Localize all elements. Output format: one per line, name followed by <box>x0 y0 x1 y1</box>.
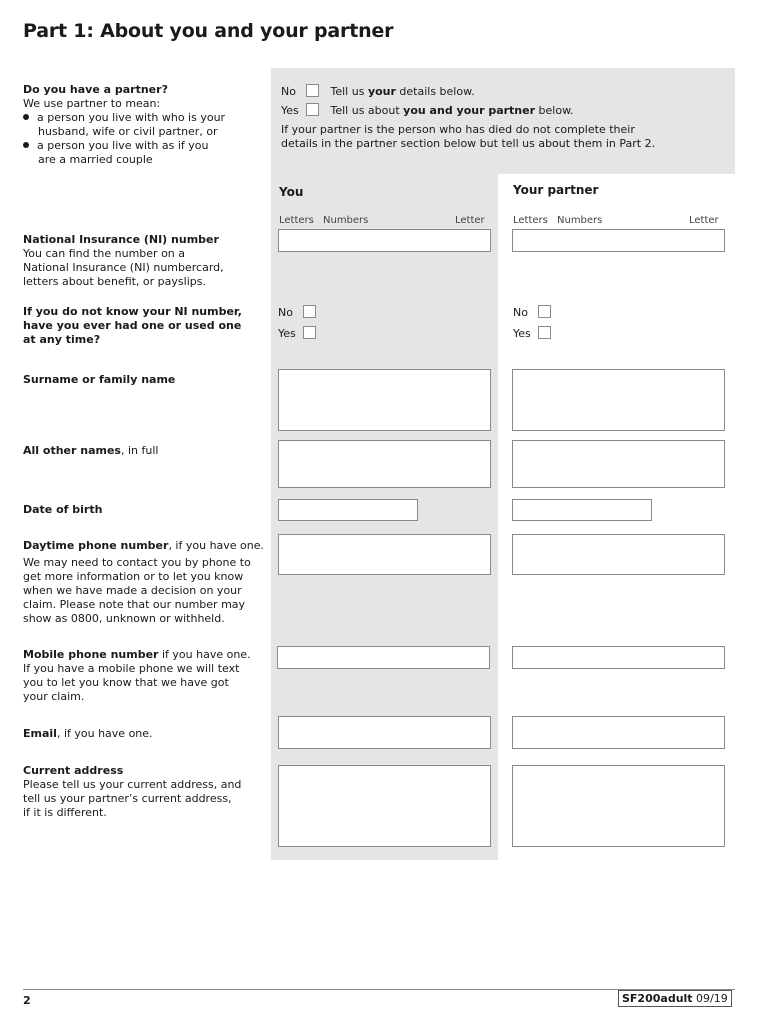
partner-ni-letters-label: Letters <box>513 215 548 226</box>
partner-dob-field[interactable] <box>512 499 652 521</box>
partner-surname-field[interactable] <box>512 369 725 431</box>
page-title: Part 1: About you and your partner <box>23 20 394 42</box>
you-ni-number-field[interactable] <box>278 229 491 252</box>
partner-definition-bullet-1: a person you live with who is your husband, wife or civil partner, or <box>23 111 268 139</box>
partner-question-label <box>23 83 268 167</box>
dob-label: Date of birth <box>23 503 103 516</box>
current-address-label: Current address Please tell us your current address, and tell us your partner’s current address, if it is different. <box>23 764 242 819</box>
partner-yes-text: Tell us about you and your partner below. <box>330 104 574 117</box>
you-address-field[interactable] <box>278 765 491 847</box>
partner-no-checkbox[interactable] <box>306 84 319 97</box>
partner-definition-intro: We use partner to mean: <box>23 97 161 110</box>
form-code: SF200adult 09/19 <box>618 990 732 1007</box>
bullet-icon <box>23 142 29 148</box>
partner-column-heading: Your partner <box>513 183 599 197</box>
other-names-label: All other names, in full <box>23 444 159 457</box>
partner-daytime-phone-field[interactable] <box>512 534 725 575</box>
you-mobile-phone-field[interactable] <box>277 646 490 669</box>
surname-label: Surname or family name <box>23 373 176 386</box>
you-ni-numbers-label: Numbers <box>323 215 369 226</box>
you-column-heading: You <box>279 185 304 199</box>
partner-ni-unknown-no-checkbox[interactable] <box>538 305 551 318</box>
partner-address-field[interactable] <box>512 765 725 847</box>
partner-yes-option: Yes Tell us about you and your partner below. <box>281 104 574 117</box>
you-ni-letters-label: Letters <box>279 215 314 226</box>
you-dob-field[interactable] <box>278 499 418 521</box>
page-number: 2 <box>23 994 31 1007</box>
you-ni-unknown-no: No <box>278 305 316 319</box>
you-ni-unknown-yes-checkbox[interactable] <box>303 326 316 339</box>
you-daytime-phone-field[interactable] <box>278 534 491 575</box>
partner-mobile-phone-field[interactable] <box>512 646 725 669</box>
you-ni-unknown-no-checkbox[interactable] <box>303 305 316 318</box>
partner-ni-numbers-label: Numbers <box>557 215 603 226</box>
partner-other-names-field[interactable] <box>512 440 725 488</box>
partner-ni-number-field[interactable] <box>512 229 725 252</box>
partner-ni-letter-label: Letter <box>689 215 719 226</box>
partner-yes-checkbox[interactable] <box>306 103 319 116</box>
partner-ni-unknown-no: No <box>513 305 551 319</box>
you-ni-letter-label: Letter <box>455 215 485 226</box>
you-email-field[interactable] <box>278 716 491 749</box>
you-surname-field[interactable] <box>278 369 491 431</box>
partner-question-heading: Do you have a partner? <box>23 83 168 96</box>
partner-ni-unknown-yes-checkbox[interactable] <box>538 326 551 339</box>
partner-ni-unknown-yes: Yes <box>513 326 551 340</box>
mobile-phone-label: Mobile phone number if you have one. If you have a mobile phone we will text you to let you know that we have got your claim. <box>23 648 251 703</box>
ni-unknown-label: If you do not know your NI number, have you ever had one or used one at any time? <box>23 305 242 346</box>
partner-email-field[interactable] <box>512 716 725 749</box>
you-ni-unknown-yes: Yes <box>278 326 316 340</box>
partner-no-text: Tell us your details below. <box>330 85 475 98</box>
you-other-names-field[interactable] <box>278 440 491 488</box>
partner-note: If your partner is the person who has died do not complete their details in the partner section below but tell us about them in Part 2. <box>281 123 656 150</box>
ni-label: National Insurance (NI) number You can find the number on a National Insurance (NI) numbercard, letters about benefit, or payslips. <box>23 233 224 288</box>
partner-no-option: No Tell us your details below. <box>281 85 475 98</box>
daytime-phone-label: Daytime phone number, if you have one. We may need to contact you by phone to get more information or to let you know when we have made a decision on your claim. Please note that our number may show as 0800, unknown or withheld. <box>23 539 265 625</box>
email-label: Email, if you have one. <box>23 727 153 740</box>
partner-definition-bullet-2: a person you live with as if you are a married couple <box>23 139 268 167</box>
bullet-icon <box>23 114 29 120</box>
